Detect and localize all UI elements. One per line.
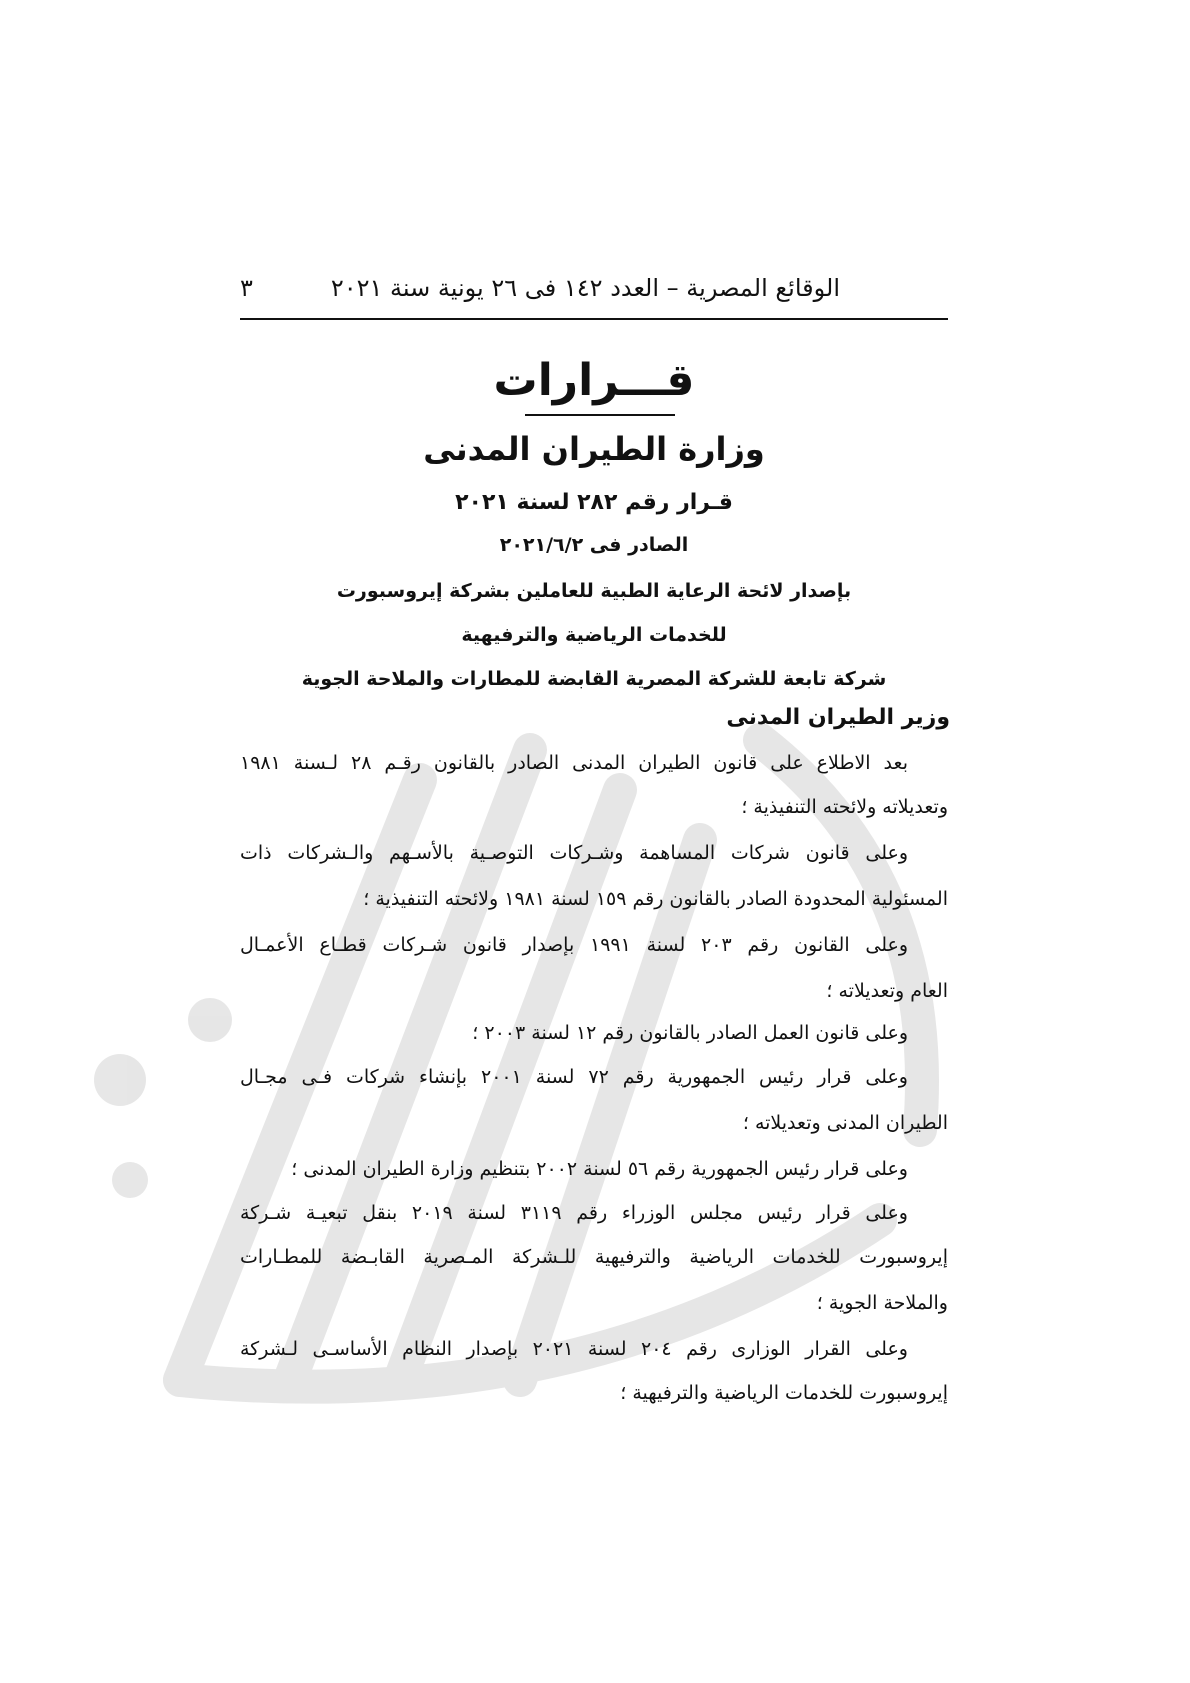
body-line: العام وتعديلاته ؛ <box>826 980 948 1002</box>
page-number: ٣ <box>240 274 253 302</box>
body-line: وعلى القرار الوزارى رقم ٢٠٤ لسنة ٢٠٢١ بإصدار النظام الأساسـى لـشركة <box>240 1338 908 1360</box>
decree-subject-line: شركة تابعة للشركة المصرية القابضة للمطارات والملاحة الجوية <box>301 668 887 690</box>
body-line: وتعديلاته ولائحته التنفيذية ؛ <box>741 796 948 818</box>
decree-subject-line: بإصدار لائحة الرعاية الطبية للعاملين بشركة إيروسبورت <box>336 580 852 602</box>
body-line: إيروسبورت للخدمات الرياضية والترفيهية للـشركة المـصرية القابـضة للمطـارات <box>240 1246 948 1268</box>
header-title: الوقائع المصرية – العدد ١٤٢ فى ٢٦ يونية سنة ٢٠٢١ <box>330 274 840 302</box>
body-line: المسئولية المحدودة الصادر بالقانون رقم ١٥٩ لسنة ١٩٨١ ولائحته التنفيذية ؛ <box>363 888 948 910</box>
decree-issue-date: الصادر فى ٢٠٢١/٦/٢ <box>499 534 689 556</box>
decree-number: قـرار رقم ٢٨٢ لسنة ٢٠٢١ <box>455 490 733 515</box>
minister-title: وزير الطيران المدنى <box>726 705 950 730</box>
section-title-underline <box>525 414 675 416</box>
body-line: الطيران المدنى وتعديلاته ؛ <box>742 1112 948 1134</box>
body-line: وعلى القانون رقم ٢٠٣ لسنة ١٩٩١ بإصدار قانون شـركات قطـاع الأعمـال <box>240 934 908 956</box>
body-line: وعلى قرار رئيس الجمهورية رقم ٧٢ لسنة ٢٠٠١ بإنشاء شركات فـى مجـال <box>240 1066 908 1088</box>
page-header <box>240 270 948 320</box>
decree-subject-line: للخدمات الرياضية والترفيهية <box>461 624 727 646</box>
body-line: وعلى قانون شركات المساهمة وشـركات التوصـية بالأسـهم والـشركات ذات <box>240 842 908 864</box>
body-line: بعد الاطلاع على قانون الطيران المدنى الصادر بالقانون رقـم ٢٨ لـسنة ١٩٨١ <box>240 752 908 774</box>
body-line: وعلى قرار رئيس الجمهورية رقم ٥٦ لسنة ٢٠٠٢ بتنظيم وزارة الطيران المدنى ؛ <box>291 1158 908 1180</box>
body-line: والملاحة الجوية ؛ <box>816 1292 948 1314</box>
body-line: وعلى قرار رئيس مجلس الوزراء رقم ٣١١٩ لسنة ٢٠١٩ بنقل تبعيـة شـركة <box>240 1202 908 1224</box>
ministry-name: وزارة الطيران المدنى <box>423 430 765 468</box>
body-line: إيروسبورت للخدمات الرياضية والترفيهية ؛ <box>620 1382 948 1404</box>
section-title: قـــرارات <box>493 355 695 406</box>
body-line: وعلى قانون العمل الصادر بالقانون رقم ١٢ لسنة ٢٠٠٣ ؛ <box>472 1022 908 1044</box>
